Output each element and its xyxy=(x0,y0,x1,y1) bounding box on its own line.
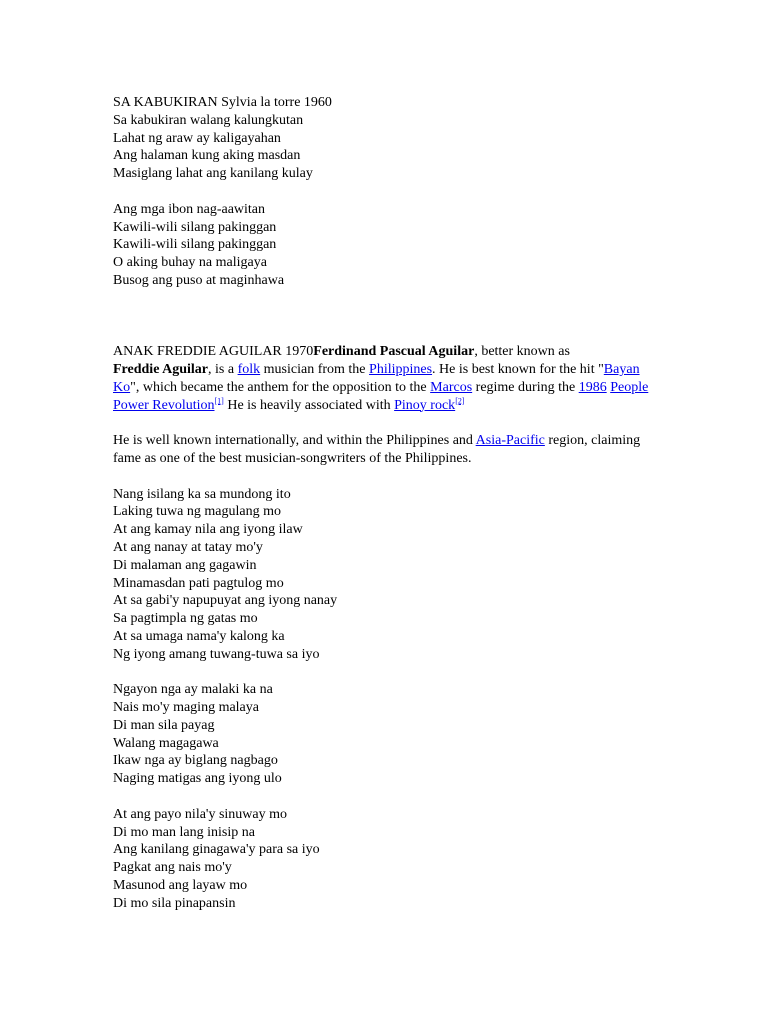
bio-text: . He is best known for the hit " xyxy=(432,361,604,377)
link-folk[interactable]: folk xyxy=(237,361,261,377)
lyric-line: Walang magagawa xyxy=(113,735,219,751)
lyric-line: At ang payo nila'y sinuway mo xyxy=(113,806,287,822)
lyric-line: Ang mga ibon nag-aawitan xyxy=(113,201,266,217)
lyric-line: Masiglang lahat ang kanilang kulay xyxy=(113,166,313,182)
link-1986[interactable]: 1986 xyxy=(578,379,607,395)
song-heading-anak: ANAK FREDDIE AGUILAR 1970 xyxy=(113,344,314,360)
lyric-line: Busog ang puso at maginhawa xyxy=(113,272,285,288)
lyric-line: Di malaman ang gagawin xyxy=(113,557,257,573)
lyric-line: Ikaw nga ay biglang nagbago xyxy=(113,753,278,769)
lyrics-stanza xyxy=(113,486,653,664)
bio-paragraph-2 xyxy=(113,432,653,468)
bio-text: musician from the xyxy=(260,361,370,377)
bio-text: , better known as xyxy=(474,344,570,360)
lyric-line: Sa pagtimpla ng gatas mo xyxy=(113,611,258,627)
lyric-line: Ang kanilang ginagawa'y para sa iyo xyxy=(113,842,320,858)
lyrics-stanza xyxy=(113,112,653,183)
lyric-line: Di mo man lang inisip na xyxy=(113,824,255,840)
document-body xyxy=(113,94,653,913)
artist-known-name: Freddie Aguilar xyxy=(113,361,209,377)
link-asia-pacific[interactable]: Asia-Pacific xyxy=(475,433,545,449)
lyrics-stanza xyxy=(113,806,653,913)
citation-2[interactable]: [2] xyxy=(455,395,465,405)
link-people-power-revolution[interactable]: People Power Revolution xyxy=(113,379,649,413)
song-heading-sa-kabukiran: SA KABUKIRAN Sylvia la torre 1960 xyxy=(113,95,332,110)
lyric-line: At sa umaga nama'y kalong ka xyxy=(113,628,285,644)
lyric-line: Naging matigas ang iyong ulo xyxy=(113,771,282,787)
bio-text: He is well known internationally, and within the Philippines and xyxy=(113,433,476,449)
lyric-line: Di man sila payag xyxy=(113,717,215,733)
link-marcos[interactable]: Marcos xyxy=(430,379,473,395)
bio-text: , is a xyxy=(208,361,238,377)
lyric-line: Laking tuwa ng magulang mo xyxy=(113,504,281,520)
bio-text: regime during the xyxy=(472,379,579,395)
lyrics-stanza xyxy=(113,201,653,290)
artist-full-name: Ferdinand Pascual Aguilar xyxy=(313,344,475,360)
lyrics-stanza xyxy=(113,681,653,788)
lyric-line: Nang isilang ka sa mundong ito xyxy=(113,486,291,502)
lyric-line: Sa kabukiran walang kalungkutan xyxy=(113,112,304,128)
lyric-line: At sa gabi'y napupuyat ang iyong nanay xyxy=(113,593,338,609)
bio-text: He is heavily associated with xyxy=(223,397,395,413)
link-philippines[interactable]: Philippines xyxy=(369,361,433,377)
lyric-line: Di mo sila pinapansin xyxy=(113,895,236,911)
lyric-line: Pagkat ang nais mo'y xyxy=(113,860,232,876)
lyric-line: Ngayon nga ay malaki ka na xyxy=(113,682,273,698)
lyric-line: Kawili-wili silang pakinggan xyxy=(113,237,277,253)
bio-text: ", which became the anthem for the opposition to the xyxy=(130,379,431,395)
link-bayan-ko[interactable]: Bayan Ko xyxy=(113,361,640,395)
lyric-line: Minamasdan pati pagtulog mo xyxy=(113,575,284,591)
bio-text: region, claiming fame as one of the best musician-songwriters of the Philippines. xyxy=(113,433,641,466)
citation-1[interactable]: [1] xyxy=(214,395,224,405)
lyric-line: Lahat ng araw ay kaligayahan xyxy=(113,130,281,146)
lyric-line: Ang halaman kung aking masdan xyxy=(113,148,301,164)
link-pinoy-rock[interactable]: Pinoy rock xyxy=(394,397,456,413)
bio-paragraph xyxy=(113,343,653,414)
lyric-line: Nais mo'y maging malaya xyxy=(113,700,259,716)
lyric-line: At ang kamay nila ang iyong ilaw xyxy=(113,522,303,538)
lyric-line: Masunod ang layaw mo xyxy=(113,878,248,894)
lyric-line: Ng iyong amang tuwang-tuwa sa iyo xyxy=(113,646,320,662)
lyric-line: O aking buhay na maligaya xyxy=(113,255,267,271)
lyric-line: Kawili-wili silang pakinggan xyxy=(113,219,277,235)
lyric-line: At ang nanay at tatay mo'y xyxy=(113,539,263,555)
